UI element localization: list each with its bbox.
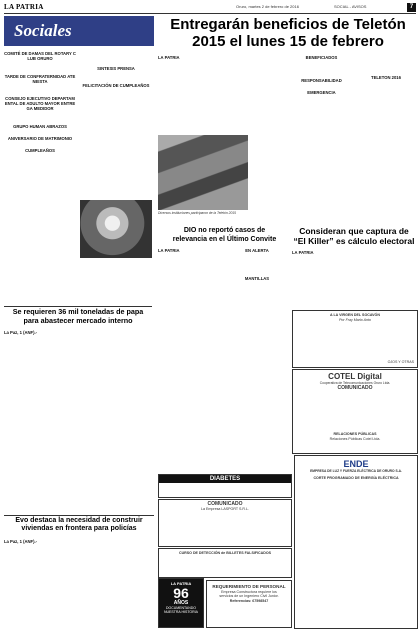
dio-kicker: LA PATRIA [158,248,180,253]
diabetes-title: DIABETES [159,475,291,483]
diabetes-ad [158,474,292,498]
patria-96-ad [158,578,204,628]
papa-headline-line-2: para abastecer mercado interno [23,315,133,325]
requerimiento-line-3: Referencias: 67598547 [229,598,269,603]
banner-title: Sociales [14,21,72,40]
curso-title: CURSO DE DETECCIÓN de BILLETES FALSIFICADOS [178,551,272,555]
papa-kicker: La Paz, 1 (ANF).- [4,330,38,335]
left-column-lower-text [4,244,76,304]
teleton-column-1 [158,53,220,133]
evo-headline [4,517,154,534]
virgen-footer: OJOS Y OTRAS [387,360,414,364]
papa-headline-line-1: Se requieren 36 mil toneladas de papa [12,307,144,316]
teleton-sub-emergencia: EMERGENCIA [307,90,336,96]
requerimiento-line-2: servicios de un Ingeniero Civil Junior. [219,594,279,598]
evo-column-2 [54,537,102,627]
virgen-subtitle: Por Fray Mario Anto [338,317,372,322]
killer-headline-line-1: Consideran que captura de [299,226,409,236]
patria96-line-2: 96 [173,585,189,601]
teleton-column-4 [356,53,416,225]
requerimiento-line-1: Empresa Constructora requiere los [221,589,277,594]
papa-column-1 [4,328,52,513]
evo-headline-line-1: Evo destaca la necesidad de construir [15,517,143,524]
mid-item-2-title: FELICITACIÓN DE CUMPLEAÑOS [82,83,150,89]
killer-headline [292,227,416,246]
cotel-title: COMUNICADO [337,384,373,391]
date-line: Oruro, martes 2 de febrero de 2016 [236,4,299,9]
left-item-5-title: ANIVERSARIO DE MATRIMONIO [7,136,73,142]
teleton-column-2 [222,53,286,133]
ende-org: EMPRESA DE LUZ Y FUERZA ELÉCTRICA DE ORURO S.A. [310,469,402,473]
ende-title: CORTE PROGRAMADO DE ENERGÍA ELÉCTRICA [313,475,399,480]
lasport-company: La Empresa LASPORT S.R.L. [200,506,249,511]
teleton-sub-beneficiados: BENEFICIADOS [305,55,338,60]
dio-headline-line-1: DIO no reportó casos de [183,227,266,234]
patria96-line-1: LA PATRIA [170,581,192,586]
ende-ad [294,455,418,629]
teleton-column-3 [290,53,353,225]
killer-headline-line-2: “El Killer” es cálculo electoral [293,235,415,246]
mid-social-column [80,49,152,199]
teleton-kicker: LA PATRIA [158,55,180,60]
teleton-sub-responsabilidad: RESPONSABILIDAD [301,77,342,83]
teleton-col-1b [158,218,222,224]
teleton-right-sub: TELETON 2016 [371,75,401,81]
lasport-ad [158,499,292,547]
dio-headline [158,227,291,244]
mid-column-lower-text [80,260,152,304]
masthead [4,3,416,14]
ende-brand: ENDE [343,459,369,469]
patria96-line-5: NUESTRA HISTORIA [164,610,198,614]
main-headline [160,16,416,50]
virgen-ad [292,310,418,368]
left-item-6-title: CUMPLEAÑOS [25,148,55,154]
virgen-title: A LA VIRGEN DEL SOCAVÓN [330,313,380,317]
section-label: SOCIAL - AVISOS [334,4,367,9]
evo-column-3 [104,537,154,627]
evo-kicker: La Paz, 1 (ANF).- [4,539,38,544]
dio-column-1 [158,246,222,446]
left-item-2-title: TARDE DE CONFRATERNIDAD ATENEISTA [4,73,76,84]
teleton-side-text [252,135,288,210]
headline-line-2: 2015 el lunes 15 de febrero [192,33,384,50]
left-social-column [4,49,76,244]
headline-line-1: Entregarán beneficios de Teletón [170,16,406,33]
killer-kicker: LA PATRIA [292,250,314,255]
dio-column-2 [225,246,289,446]
patria96-line-3: AÑOS [173,600,189,606]
mid-item-1-title: SINTESIS PRENSA [97,65,135,71]
left-item-3-title: CONSEJO EJECUTIVO DEPARTAMENTAL DE ADULTO MAYOR ENTREGA MEDIDOR [4,96,76,112]
papa-headline [4,308,152,325]
evo-column-1 [4,537,52,627]
evo-headline-line-2: viviendas en frontera para policías [21,525,137,533]
lasport-title: COMUNICADO [207,501,243,507]
left-item-4-title: GRUPO HUMAN ABRAZOS [13,123,67,129]
papa-column-3 [104,328,152,513]
dio-sub-alerta: EN ALERTA [245,248,269,253]
killer-column-2 [355,248,416,308]
cotel-ad [292,369,418,454]
page-number: 7 [407,3,416,12]
paper-name: LA PATRIA [4,3,44,11]
requerimiento-title: REQUERIMIENTO DE PERSONAL [212,584,286,589]
teleton-photo-caption: Diversos instituciones participaron de la Teletón 2015 [158,211,236,215]
teleton-photo [158,135,248,210]
killer-column-1 [292,248,352,308]
left-item-1-title: COMITÉ DE DAMAS DEL ROTARY CLUB ORURO [4,51,76,61]
cotel-signature-title: RELACIONES PÚBLICAS [333,432,377,436]
patria96-line-4: DOCUMENTANDO [165,606,197,610]
divider-evo [4,515,154,516]
child-photo [80,200,152,258]
papa-column-2 [54,328,102,513]
dio-lower-text [158,446,289,472]
sociales-banner [4,16,154,46]
cotel-org: Cooperativa de Telecomunicaciones Oruro Ltda. [319,381,391,385]
requerimiento-ad [206,580,292,628]
curso-billetes-ad [158,548,292,578]
cotel-signature-name: Relaciones Públicas Cotel Ltda. [329,436,381,441]
dio-sub-mantillas: MANTILLAS [244,276,270,282]
dio-headline-line-2: relevancia en el Último Convite [172,235,277,243]
cotel-brand: COTEL Digital [328,372,382,381]
